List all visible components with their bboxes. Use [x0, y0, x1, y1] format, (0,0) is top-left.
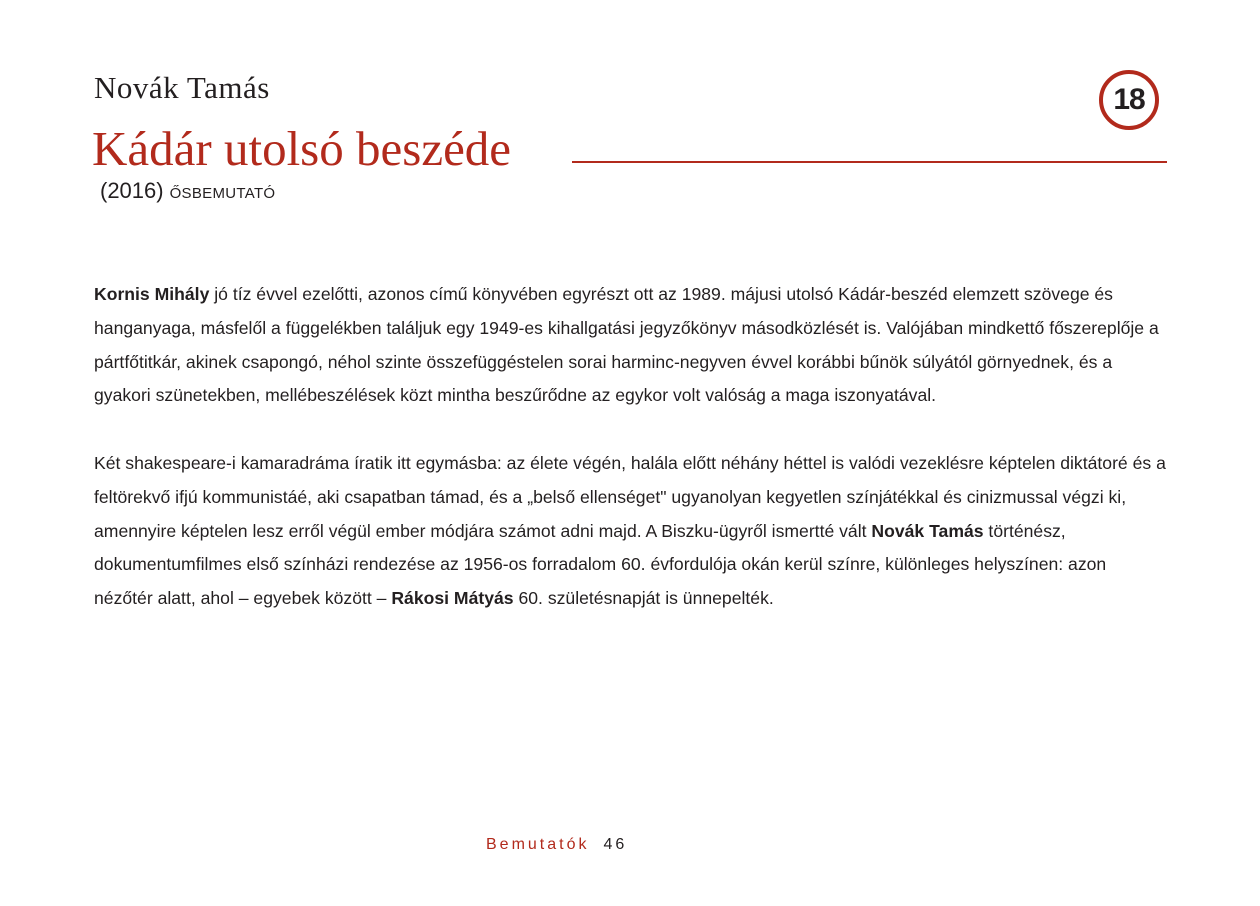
author-name: Novák Tamás — [94, 70, 270, 105]
description — [94, 278, 1169, 650]
paragraph-text: történész, dokumentumfilmes első színházi rendezése az 1956-os forradalom 60. évfordulója okán kerül színre, különleges helyszínen: azon nézőtér alatt, ahol – egyebek között – — [94, 520, 1107, 609]
person-name: Novák Tamás — [871, 520, 984, 541]
person-name: Kornis Mihály — [94, 284, 210, 304]
age-rating-badge — [1099, 70, 1159, 130]
subtitle — [100, 178, 275, 204]
age-rating-value: 18 — [1113, 83, 1145, 116]
page-footer — [486, 836, 627, 854]
paragraph-text: jó tíz évvel ezelőtti, azonos című könyvében egyrészt ott az 1989. májusi utolsó Kádár-beszéd elemzett szövege és hanganyaga, másfelől a függelékben találjuk egy 1949-es kihallgatási jegyzőkönyv másodközlését is. Valójában mindkettő főszereplője a pártfőtitkár, akinek csapongó, néhol szinte összefüggéstelen sorai harminc-negyven évvel korábbi bűnök súlyától görnyednek, és a gyakori szünetekben, mellébeszélések közt mintha beszűrődne az egykor volt valóság a maga iszonyatával. — [94, 284, 1159, 406]
section-name: Bemutatók — [486, 836, 590, 853]
paragraph-2 — [94, 447, 1169, 616]
premiere-year: (2016) — [100, 178, 164, 203]
paragraph-text: Két shakespeare-i kamaradráma íratik itt egymásba: az élete végén, halála előtt néhány héttel is valódi vezeklésre képtelen diktátoré és a feltörekvő ifjú kommunistáé, aki csapatban támad, és a „belső ellenséget" ugyanolyan kegyetlen színjátékkal és cinizmussal végzi ki, amennyire képtelen lesz erről végül ember módjára számot adni majd. A Biszku-ügyről ismertté vált — [94, 452, 1166, 541]
person-name: Rákosi Mátyás — [391, 588, 514, 609]
page-number: 46 — [603, 836, 628, 853]
paragraph-1 — [94, 278, 1169, 413]
paragraph-text: 60. születésnapját is ünnepelték. — [513, 588, 774, 609]
play-title: Kádár utolsó beszéde — [92, 121, 512, 176]
title-rule — [572, 161, 1167, 163]
premiere-label: ŐSBEMUTATÓ — [169, 185, 276, 202]
